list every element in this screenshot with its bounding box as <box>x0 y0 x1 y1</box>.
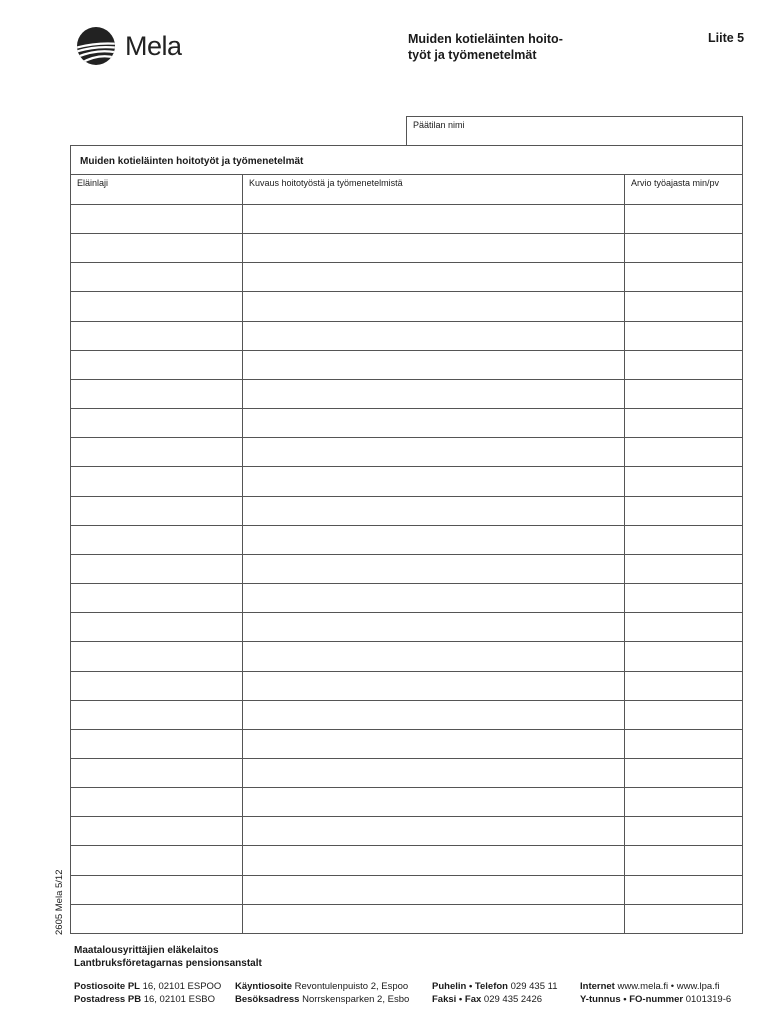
species-cell[interactable] <box>71 292 243 320</box>
org-name-fi: Maatalousyrittäjien eläkelaitos <box>74 945 219 956</box>
species-cell[interactable] <box>71 380 243 408</box>
time-estimate-cell[interactable] <box>625 642 742 670</box>
time-estimate-cell[interactable] <box>625 555 742 583</box>
footer-line: Y-tunnus • FO-nummer 0101319-6 <box>580 994 732 1005</box>
table-row <box>71 379 742 408</box>
footer-line: Besöksadress Norrskensparken 2, Esbo <box>235 994 410 1005</box>
table-row <box>71 321 742 350</box>
time-estimate-cell[interactable] <box>625 322 742 350</box>
footer-internet <box>580 980 731 1006</box>
species-cell[interactable] <box>71 642 243 670</box>
time-estimate-cell[interactable] <box>625 234 742 262</box>
species-cell[interactable] <box>71 905 243 933</box>
description-cell[interactable] <box>243 467 625 495</box>
footer-line: Puhelin • Telefon 029 435 11 <box>432 981 558 992</box>
table-row <box>71 204 742 233</box>
time-estimate-cell[interactable] <box>625 759 742 787</box>
table-row <box>71 554 742 583</box>
species-cell[interactable] <box>71 817 243 845</box>
species-cell[interactable] <box>71 672 243 700</box>
footer-line: Postiosoite PL 16, 02101 ESPOO <box>74 981 222 992</box>
table-row <box>71 816 742 845</box>
care-work-table <box>70 145 743 934</box>
description-cell[interactable] <box>243 351 625 379</box>
time-estimate-cell[interactable] <box>625 817 742 845</box>
species-cell[interactable] <box>71 438 243 466</box>
description-cell[interactable] <box>243 205 625 233</box>
table-grid <box>71 174 742 933</box>
description-cell[interactable] <box>243 409 625 437</box>
table-row <box>71 583 742 612</box>
column-header-species: Eläinlaji <box>71 175 243 204</box>
footer-line: Faksi • Fax 029 435 2426 <box>432 994 543 1005</box>
description-cell[interactable] <box>243 613 625 641</box>
time-estimate-cell[interactable] <box>625 263 742 291</box>
table-row <box>71 466 742 495</box>
table-row <box>71 496 742 525</box>
time-estimate-cell[interactable] <box>625 584 742 612</box>
table-row <box>71 291 742 320</box>
table-row <box>71 671 742 700</box>
table-row <box>71 262 742 291</box>
species-cell[interactable] <box>71 263 243 291</box>
table-row <box>71 233 742 262</box>
footer-line: Internet www.mela.fi • www.lpa.fi <box>580 981 720 992</box>
farm-name-field[interactable] <box>406 116 743 145</box>
description-cell[interactable] <box>243 846 625 874</box>
time-estimate-cell[interactable] <box>625 701 742 729</box>
description-cell[interactable] <box>243 584 625 612</box>
logo-text: Mela <box>125 30 182 61</box>
footer-postal-address <box>74 980 221 1006</box>
table-row <box>71 845 742 874</box>
form-code: 2605 Mela 5/12 <box>54 869 65 935</box>
table-heading: Muiden kotieläinten hoitotyöt ja työmenetelmät <box>80 156 304 167</box>
species-cell[interactable] <box>71 701 243 729</box>
table-row <box>71 700 742 729</box>
column-header-time-estimate: Arvio työajasta min/pv <box>631 178 720 188</box>
species-cell[interactable] <box>71 876 243 904</box>
species-cell[interactable] <box>71 409 243 437</box>
description-cell[interactable] <box>243 234 625 262</box>
description-cell[interactable] <box>243 759 625 787</box>
table-row <box>71 729 742 758</box>
time-estimate-cell[interactable] <box>625 438 742 466</box>
description-cell[interactable] <box>243 701 625 729</box>
description-cell[interactable] <box>243 438 625 466</box>
description-cell[interactable] <box>243 497 625 525</box>
title-line-1: Muiden kotieläinten hoito- <box>408 32 563 46</box>
species-cell[interactable] <box>71 846 243 874</box>
footer-organization <box>74 944 262 970</box>
description-cell[interactable] <box>243 730 625 758</box>
description-cell[interactable] <box>243 788 625 816</box>
species-cell[interactable] <box>71 234 243 262</box>
title-line-2: työt ja työmenetelmät <box>408 48 537 62</box>
time-estimate-cell[interactable] <box>625 876 742 904</box>
time-estimate-cell[interactable] <box>625 205 742 233</box>
description-cell[interactable] <box>243 322 625 350</box>
species-cell[interactable] <box>71 526 243 554</box>
table-row <box>71 904 742 933</box>
footer-phone <box>432 980 557 1006</box>
table-row <box>71 350 742 379</box>
description-cell[interactable] <box>243 263 625 291</box>
description-cell[interactable] <box>243 642 625 670</box>
description-cell[interactable] <box>243 526 625 554</box>
species-cell[interactable] <box>71 584 243 612</box>
time-estimate-cell[interactable] <box>625 788 742 816</box>
appendix-label: Liite 5 <box>708 31 745 45</box>
table-row <box>71 758 742 787</box>
footer-line: Postadress PB 16, 02101 ESBO <box>74 994 216 1005</box>
time-estimate-cell[interactable] <box>625 846 742 874</box>
species-cell[interactable] <box>71 351 243 379</box>
description-cell[interactable] <box>243 905 625 933</box>
time-estimate-cell[interactable] <box>625 467 742 495</box>
table-row <box>71 875 742 904</box>
column-header-description: Kuvaus hoitotyöstä ja työmenetelmistä <box>243 175 625 204</box>
time-estimate-cell[interactable] <box>625 292 742 320</box>
species-cell[interactable] <box>71 322 243 350</box>
description-cell[interactable] <box>243 876 625 904</box>
mela-logo-icon <box>73 26 119 66</box>
mela-logo <box>73 26 182 66</box>
time-estimate-cell[interactable] <box>625 672 742 700</box>
farm-name-label: Päätilan nimi <box>413 120 465 130</box>
footer-line: Käyntiosoite Revontulenpuisto 2, Espoo <box>235 981 409 992</box>
table-header-row <box>71 174 742 204</box>
document-title <box>408 31 608 63</box>
species-cell[interactable] <box>71 205 243 233</box>
table-row <box>71 437 742 466</box>
table-row <box>71 525 742 554</box>
species-cell[interactable] <box>71 467 243 495</box>
description-cell[interactable] <box>243 555 625 583</box>
species-cell[interactable] <box>71 730 243 758</box>
species-cell[interactable] <box>71 788 243 816</box>
table-row <box>71 787 742 816</box>
species-cell[interactable] <box>71 497 243 525</box>
time-estimate-cell[interactable] <box>625 613 742 641</box>
time-estimate-cell[interactable] <box>625 351 742 379</box>
time-estimate-cell[interactable] <box>625 905 742 933</box>
species-cell[interactable] <box>71 555 243 583</box>
table-row <box>71 641 742 670</box>
description-cell[interactable] <box>243 380 625 408</box>
time-estimate-cell[interactable] <box>625 409 742 437</box>
table-row <box>71 408 742 437</box>
time-estimate-cell[interactable] <box>625 497 742 525</box>
time-estimate-cell[interactable] <box>625 380 742 408</box>
time-estimate-cell[interactable] <box>625 730 742 758</box>
footer-visiting-address <box>235 980 409 1006</box>
species-cell[interactable] <box>71 613 243 641</box>
species-cell[interactable] <box>71 759 243 787</box>
org-name-sv: Lantbruksföretagarnas pensionsanstalt <box>74 958 262 969</box>
description-cell[interactable] <box>243 817 625 845</box>
description-cell[interactable] <box>243 672 625 700</box>
time-estimate-cell[interactable] <box>625 526 742 554</box>
table-row <box>71 612 742 641</box>
description-cell[interactable] <box>243 292 625 320</box>
